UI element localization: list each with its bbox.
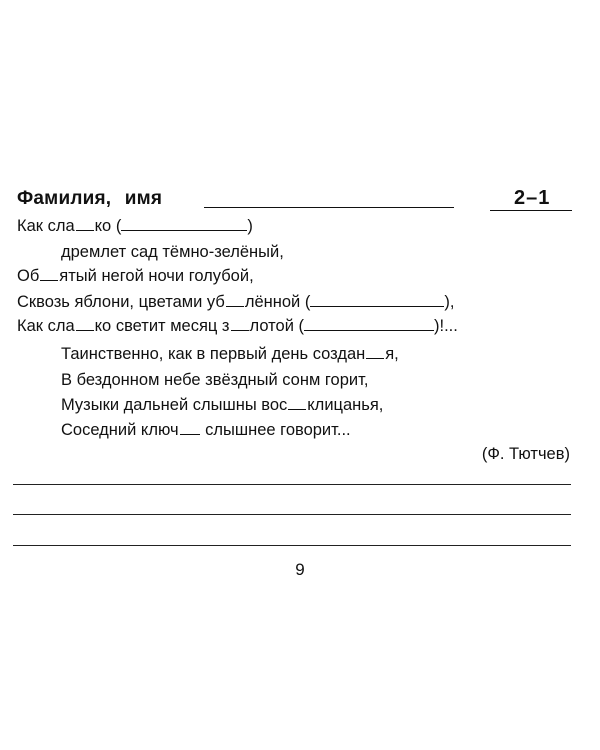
letter-blank[interactable] (76, 216, 94, 231)
poem-text: Как сла (17, 317, 75, 335)
poem-text: ), (444, 293, 455, 311)
poem-text: лённой ( (244, 293, 311, 311)
poem-line-2 (61, 242, 284, 262)
letter-blank[interactable] (76, 316, 94, 331)
answer-line-2[interactable] (13, 514, 571, 515)
answer-blank[interactable] (304, 316, 434, 331)
variant-number (490, 188, 572, 211)
poem-line-5 (17, 316, 458, 336)
poem-text: ко ( (94, 217, 122, 235)
poem-text: Таинственно, как в первый день создан (61, 345, 366, 363)
poem-line-8 (61, 395, 383, 415)
letter-blank[interactable] (231, 316, 249, 331)
answer-blank[interactable] (121, 216, 247, 231)
poem-text: Соседний ключ (61, 421, 179, 439)
poem-text: слышнее говорит... (200, 421, 351, 439)
answer-blank[interactable] (310, 292, 444, 307)
answer-line-3[interactable] (13, 545, 571, 546)
poem-line-1 (17, 216, 253, 236)
poem-author: (Ф. Тютчев) (481, 445, 570, 463)
poem-text: Музыки дальней слышны вос (61, 396, 288, 414)
poem-text: лотой ( (249, 317, 304, 335)
name-label: Фамилия, имя (17, 188, 163, 209)
letter-blank[interactable] (226, 292, 244, 307)
poem-text: ятый негой ночи голубой, (59, 267, 254, 285)
poem-text: Сквозь яблони, цветами уб (17, 293, 225, 311)
letter-blank[interactable] (288, 395, 306, 410)
poem-text: ко светит месяц з (94, 317, 230, 335)
poem-line-9 (61, 420, 351, 440)
answer-line-1[interactable] (13, 484, 571, 485)
letter-blank[interactable] (40, 266, 58, 281)
poem-text: )!... (434, 317, 458, 335)
variant-label: 2–1 (514, 187, 551, 209)
worksheet-header (17, 188, 572, 214)
poem-text: дремлет сад тёмно-зелёный, (61, 243, 284, 261)
poem-line-6 (61, 344, 399, 364)
poem-line-7 (61, 370, 368, 390)
name-field-line[interactable] (204, 207, 454, 208)
poem-line-4 (17, 292, 454, 312)
poem-text: Как сла (17, 217, 75, 235)
poem-text: я, (385, 345, 399, 363)
poem-line-3 (17, 266, 254, 286)
poem-text: Об (17, 267, 40, 285)
poem-text: клицанья, (307, 396, 384, 414)
poem-text: В бездонном небе звёздный сонм горит, (61, 371, 369, 389)
poem-text: ) (247, 217, 253, 235)
letter-blank[interactable] (180, 420, 200, 435)
page-number: 9 (295, 560, 305, 579)
letter-blank[interactable] (366, 344, 384, 359)
